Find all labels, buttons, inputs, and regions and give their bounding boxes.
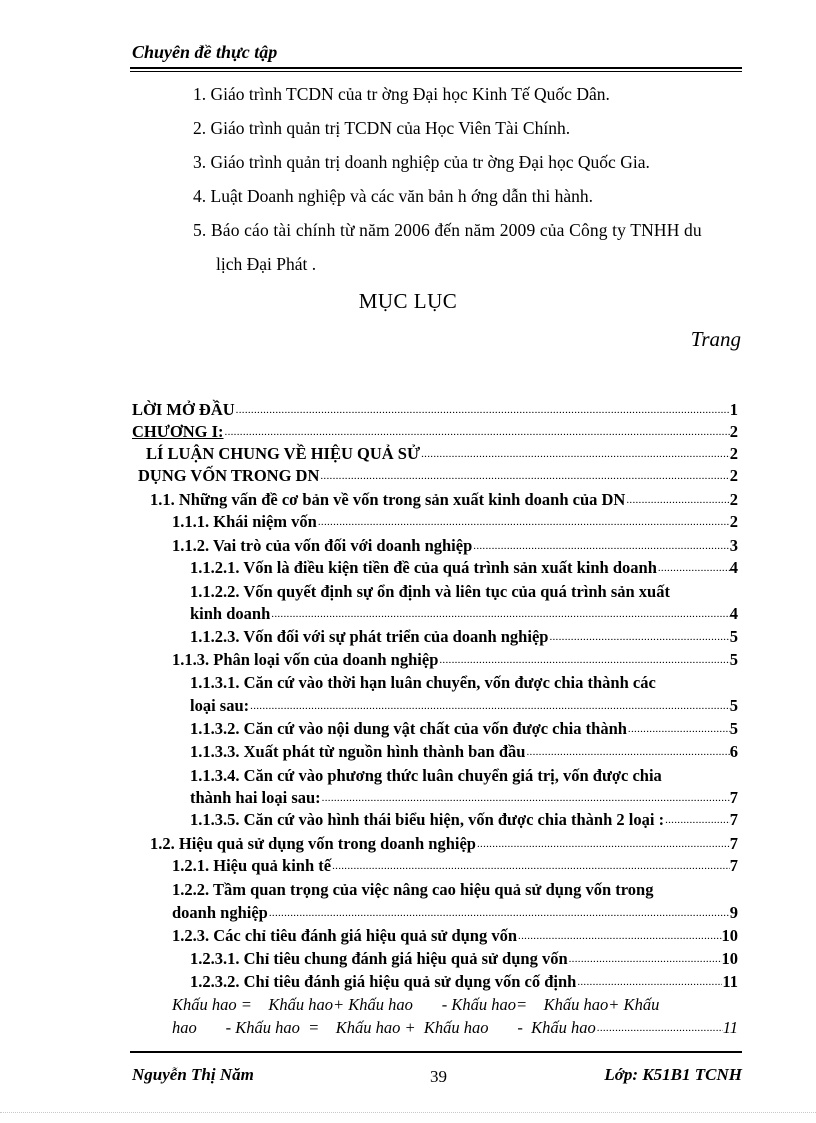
toc-page-label: Trang [690,327,741,351]
toc-entry-page: 5 [729,718,738,738]
toc-entry-page: 2 [729,421,738,441]
toc-entry-page: 7 [729,855,738,875]
leader-dots [657,563,730,574]
toc-entry[interactable] [172,644,738,668]
toc-entry-text: 1.1.3.3. Xuất phát từ nguồn hình thành ban đầu [190,741,526,761]
toc-entry-page: 10 [721,925,738,945]
toc-entry[interactable] [190,690,738,714]
toc-entry-page: 2 [729,443,738,463]
reference-item: 5. Báo cáo tài chính từ năm 2006 đến năm 2009 của Công ty TNHH du [193,220,702,240]
toc-entry-page: 11 [722,971,738,991]
toc-entry-page: 2 [729,489,738,509]
toc-entry[interactable] [190,782,738,806]
leader-dots [420,449,730,460]
toc-entry-text: 1.1.2.3. Vốn đối với sự phát triển của doanh nghiệp [190,626,549,646]
toc-entry-text: 1.1.3.2. Căn cứ vào nội dung vật chất của vốn được chia thành [190,718,627,738]
toc-entry-page: 7 [729,787,738,807]
toc-entry-text: 1.2.3. Các chỉ tiêu đánh giá hiệu quả sử dụng vốn [172,925,518,945]
toc-entry[interactable] [190,621,738,645]
toc-entry-text: 1.2.1. Hiệu quả kinh tế [172,855,332,875]
toc-entry-page: 5 [729,695,738,715]
toc-entry-text: 1.2.3.1. Chỉ tiêu chung đánh giá hiệu quả sử dụng vốn [190,948,568,968]
header-rule-thick [130,67,742,69]
reference-item: 2. Giáo trình quản trị TCDN của Học Viên Tài Chính. [193,118,571,138]
toc-entry-text: kinh doanh [190,603,271,623]
toc-entry[interactable] [172,897,738,921]
toc-entry[interactable] [190,804,738,828]
leader-dots [596,1023,723,1034]
toc-entry-text: CHƯƠNG I: [132,421,224,441]
reference-item: 1. Giáo trình TCDN của tr ờng Đại học Kinh Tế Quốc Dân. [193,84,610,104]
toc-entry[interactable] [190,943,738,967]
toc-entry[interactable] [172,530,738,554]
footer-author: Nguyễn Thị Năm [132,1065,254,1084]
toc-entry-text: 1.2. Hiệu quả sử dụng vốn trong doanh nghiệp [150,833,476,853]
toc-entry-text: 1.1. Những vấn đề cơ bản về vốn trong sản xuất kinh doanh của DN [150,489,626,509]
toc-entry-text: DỤNG VỐN TRONG DN [138,465,320,485]
toc-entry-text: 1.1.2. Vai trò của vốn đối với doanh nghiệp [172,535,473,555]
leader-dots [331,861,730,872]
reference-item: 4. Luật Doanh nghiệp và các văn bản h ớng dẫn thi hành. [193,186,593,206]
leader-dots [319,471,729,482]
toc-entry[interactable] [138,460,738,484]
toc-entry[interactable] [172,874,738,898]
toc-entry-page: 4 [729,603,738,623]
header-rule-thin [130,71,742,72]
toc-entry-text: 1.1.3. Phân loại vốn của doanh nghiệp [172,649,439,669]
toc-entry-page: 4 [729,557,738,577]
toc-entry-page: 2 [729,465,738,485]
toc-entry-page: 9 [729,902,738,922]
toc-entry[interactable] [146,438,738,462]
toc-entry-text: thành hai loại sau: [190,787,321,807]
toc-entry[interactable] [132,416,738,440]
page-edge-divider [0,1112,816,1113]
footer-class: Lớp: K51B1 TCNH [604,1065,742,1084]
toc-entry[interactable] [190,736,738,760]
toc-entry-page: 7 [729,809,738,829]
leader-dots [625,495,729,506]
leader-dots [270,609,729,620]
toc-entry-text: 1.1.1. Khái niệm vốn [172,511,317,531]
toc-entry-page: 5 [729,626,738,646]
toc-entry[interactable] [150,828,738,852]
toc-entry[interactable] [190,667,738,691]
leader-dots [568,954,722,965]
toc-entry[interactable] [190,598,738,622]
leader-dots [525,747,729,758]
toc-entry[interactable] [190,576,738,600]
toc-entry-text: LÍ LUẬN CHUNG VỀ HIỆU QUẢ SỬ [146,443,421,463]
leader-dots [317,517,730,528]
header-title: Chuyên đề thực tập [132,42,278,62]
toc-entry-text: 1.1.2.2. Vốn quyết định sự ổn định và liên tục của quá trình sản xuất [190,581,670,601]
toc-entry-text: 1.1.3.4. Căn cứ vào phương thức luân chuyển giá trị, vốn được chia [190,765,662,785]
toc-entry[interactable] [190,760,738,784]
toc-entry[interactable] [190,713,738,737]
toc-entry-page: 7 [729,833,738,853]
toc-entry-page: 6 [729,741,738,761]
footer-rule [130,1051,742,1053]
toc-entry[interactable] [190,552,738,576]
toc-entry[interactable] [172,1012,738,1036]
toc-entry-text: 1.1.3.5. Căn cứ vào hình thái biểu hiện, vốn được chia thành 2 loại : [190,809,665,829]
toc-entry-text: 1.1.3.1. Căn cứ vào thời hạn luân chuyển, vốn được chia thành các [190,672,656,692]
toc-entry-page: 10 [721,948,738,968]
leader-dots [438,655,729,666]
toc-entry-text: Khấu hao = Khấu hao+ Khấu hao - Khấu hao= Khấu hao+ Khấu [172,994,660,1014]
leader-dots [664,815,730,826]
toc-entry-page: 11 [722,1017,738,1037]
toc-entry[interactable] [172,920,738,944]
toc-entry[interactable] [172,506,738,530]
leader-dots [321,793,730,804]
toc-entry-page: 3 [729,535,738,555]
leader-dots [472,541,729,552]
toc-entry[interactable] [190,966,738,990]
toc-entry-page: 5 [729,649,738,669]
toc-entry-page: 1 [729,399,738,419]
leader-dots [627,724,730,735]
toc-title: MỤC LỤC [358,289,458,313]
leader-dots [249,701,730,712]
toc-entry-text: doanh nghiệp [172,902,268,922]
leader-dots [548,632,729,643]
leader-dots [517,931,721,942]
toc-entry-page: 2 [729,511,738,531]
toc-entry-text: loại sau: [190,695,250,715]
leader-dots [224,427,730,438]
toc-entry-text: 1.2.3.2. Chỉ tiêu đánh giá hiệu quả sử dụng vốn cố định [190,971,577,991]
reference-item: 3. Giáo trình quản trị doanh nghiệp của tr ờng Đại học Quốc Gia. [193,152,650,172]
toc-entry-text: hao - Khấu hao = Khấu hao + Khấu hao - Khấu hao [172,1017,596,1037]
leader-dots [235,405,730,416]
leader-dots [576,977,722,988]
reference-item: lịch Đại Phát . [216,254,317,274]
toc-entry[interactable] [172,850,738,874]
footer-page-number: 39 [430,1067,447,1086]
toc-entry[interactable] [132,394,738,418]
toc-entry[interactable] [150,484,738,508]
toc-entry-text: 1.1.2.1. Vốn là điều kiện tiền đề của quá trình sản xuất kinh doanh [190,557,657,577]
leader-dots [268,908,730,919]
toc-entry-text: LỜI MỞ ĐẦU [132,399,235,419]
leader-dots [476,839,730,850]
toc-entry[interactable] [172,989,738,1013]
toc-entry-text: 1.2.2. Tầm quan trọng của việc nâng cao hiệu quả sử dụng vốn trong [172,879,654,899]
